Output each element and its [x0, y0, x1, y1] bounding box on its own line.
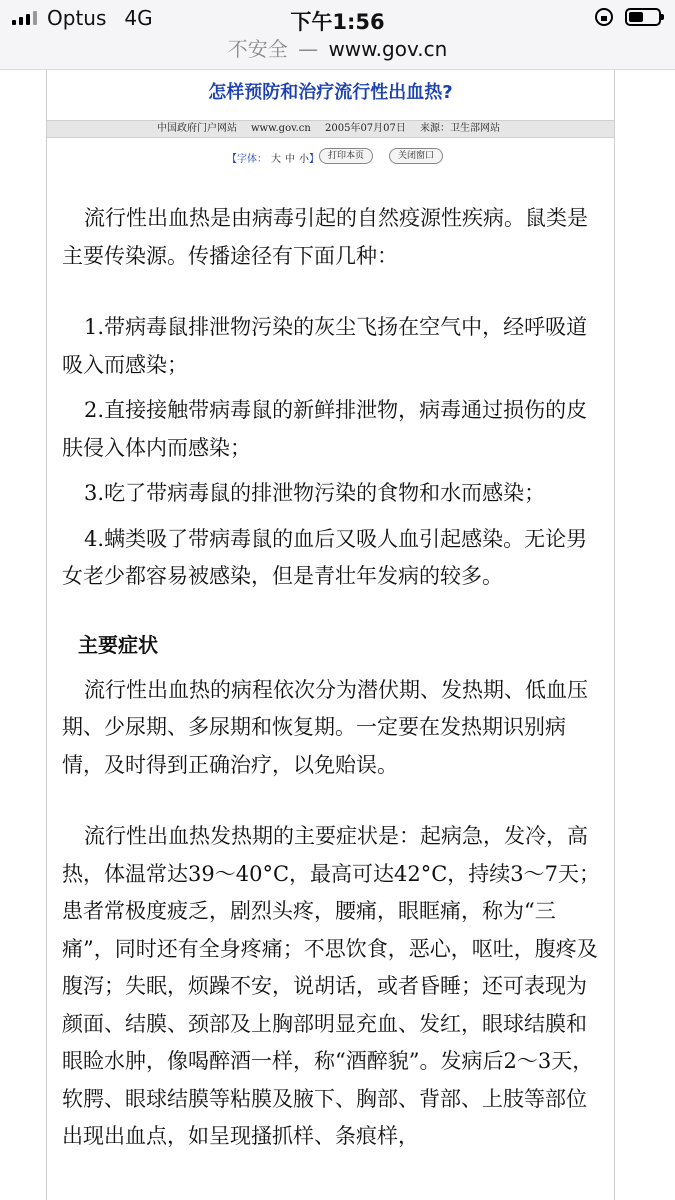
- rotation-lock-icon: [595, 8, 613, 26]
- status-bar: [0, 0, 675, 36]
- meta-source: 来源：卫生部网站: [420, 123, 500, 134]
- fever-stage-paragraph: 流行性出血热发热期的主要症状是：起病急，发冷，高热，体温常达39～40°C，最高可达42°C，持续3～7天；患者常极度疲乏，剧烈头疼，腰痛，眼眶痛，称为“三痛”，同时还有全身疼痛；不思饮食，恶心，呕吐，腹疼及腹泻；失眠，烦躁不安，说胡话，或者昏睡；还可表现为颜面、结膜、颈部及上胸部明显充血、发红，眼球结膜和眼睑水肿，像喝醉酒一样，称“酒醉貌”。发病后2～3天，软腭、眼球结膜等粘膜及腋下、胸部、背部、上肢等部位出现出血点，如呈现搔抓样、条痕样，: [62, 824, 601, 1148]
- battery-icon: [625, 8, 661, 26]
- meta-site: 中国政府门户网站: [157, 123, 237, 134]
- font-size-label: 字体：: [237, 154, 267, 165]
- network-type: 4G: [124, 6, 153, 30]
- meta-date: 2005年07月07日: [325, 123, 406, 134]
- font-size-selector: 【字体： 大 中 小】: [227, 154, 319, 165]
- article-title: 怎样预防和治疗流行性出血热?: [208, 82, 453, 103]
- font-size-small[interactable]: 小: [299, 154, 309, 165]
- url-separator: —: [298, 37, 319, 61]
- section-heading-symptoms: 主要症状: [78, 632, 158, 657]
- font-size-large[interactable]: 大: [271, 154, 281, 165]
- right-border: [614, 70, 615, 1200]
- intro-paragraph: 流行性出血热是由病毒引起的自然疫源性疾病。鼠类是主要传染源。传播途径有下面几种：: [62, 206, 589, 268]
- article-meta-bar: [47, 120, 614, 138]
- web-page: [0, 70, 675, 1200]
- transmission-route-1: 1.带病毒鼠排泄物污染的灰尘飞扬在空气中，经呼吸道吸入而感染；: [62, 315, 588, 377]
- status-time: 下午1:56: [290, 10, 385, 34]
- url-domain: www.gov.cn: [328, 37, 448, 61]
- print-page-button[interactable]: 打印本页: [319, 148, 373, 164]
- transmission-route-2: 2.直接接触带病毒鼠的新鲜排泄物，病毒通过损伤的皮肤侵入体内而感染；: [62, 398, 588, 460]
- font-size-medium[interactable]: 中: [285, 154, 295, 165]
- close-window-button[interactable]: 关闭窗口: [389, 148, 443, 164]
- article-body: [62, 200, 602, 1156]
- transmission-route-3: 3.吃了带病毒鼠的排泄物污染的食物和水而感染；: [84, 481, 546, 505]
- meta-url: www.gov.cn: [251, 123, 311, 134]
- status-right: [595, 8, 661, 26]
- transmission-route-4: 4.螨类吸了带病毒鼠的血后又吸人血引起感染。无论男女老少都容易被感染，但是青壮年发病的较多。: [62, 526, 588, 588]
- disease-course-paragraph: 流行性出血热的病程依次分为潜伏期、发热期、低血压期、少尿期、多尿期和恢复期。一定要在发热期识别病情，及时得到正确治疗，以免贻误。: [62, 677, 589, 777]
- font-toolbar: [47, 148, 614, 166]
- security-label: 不安全: [227, 37, 288, 61]
- url-bar[interactable]: [0, 36, 675, 70]
- left-border: [46, 70, 47, 1200]
- carrier-name: Optus: [47, 6, 107, 30]
